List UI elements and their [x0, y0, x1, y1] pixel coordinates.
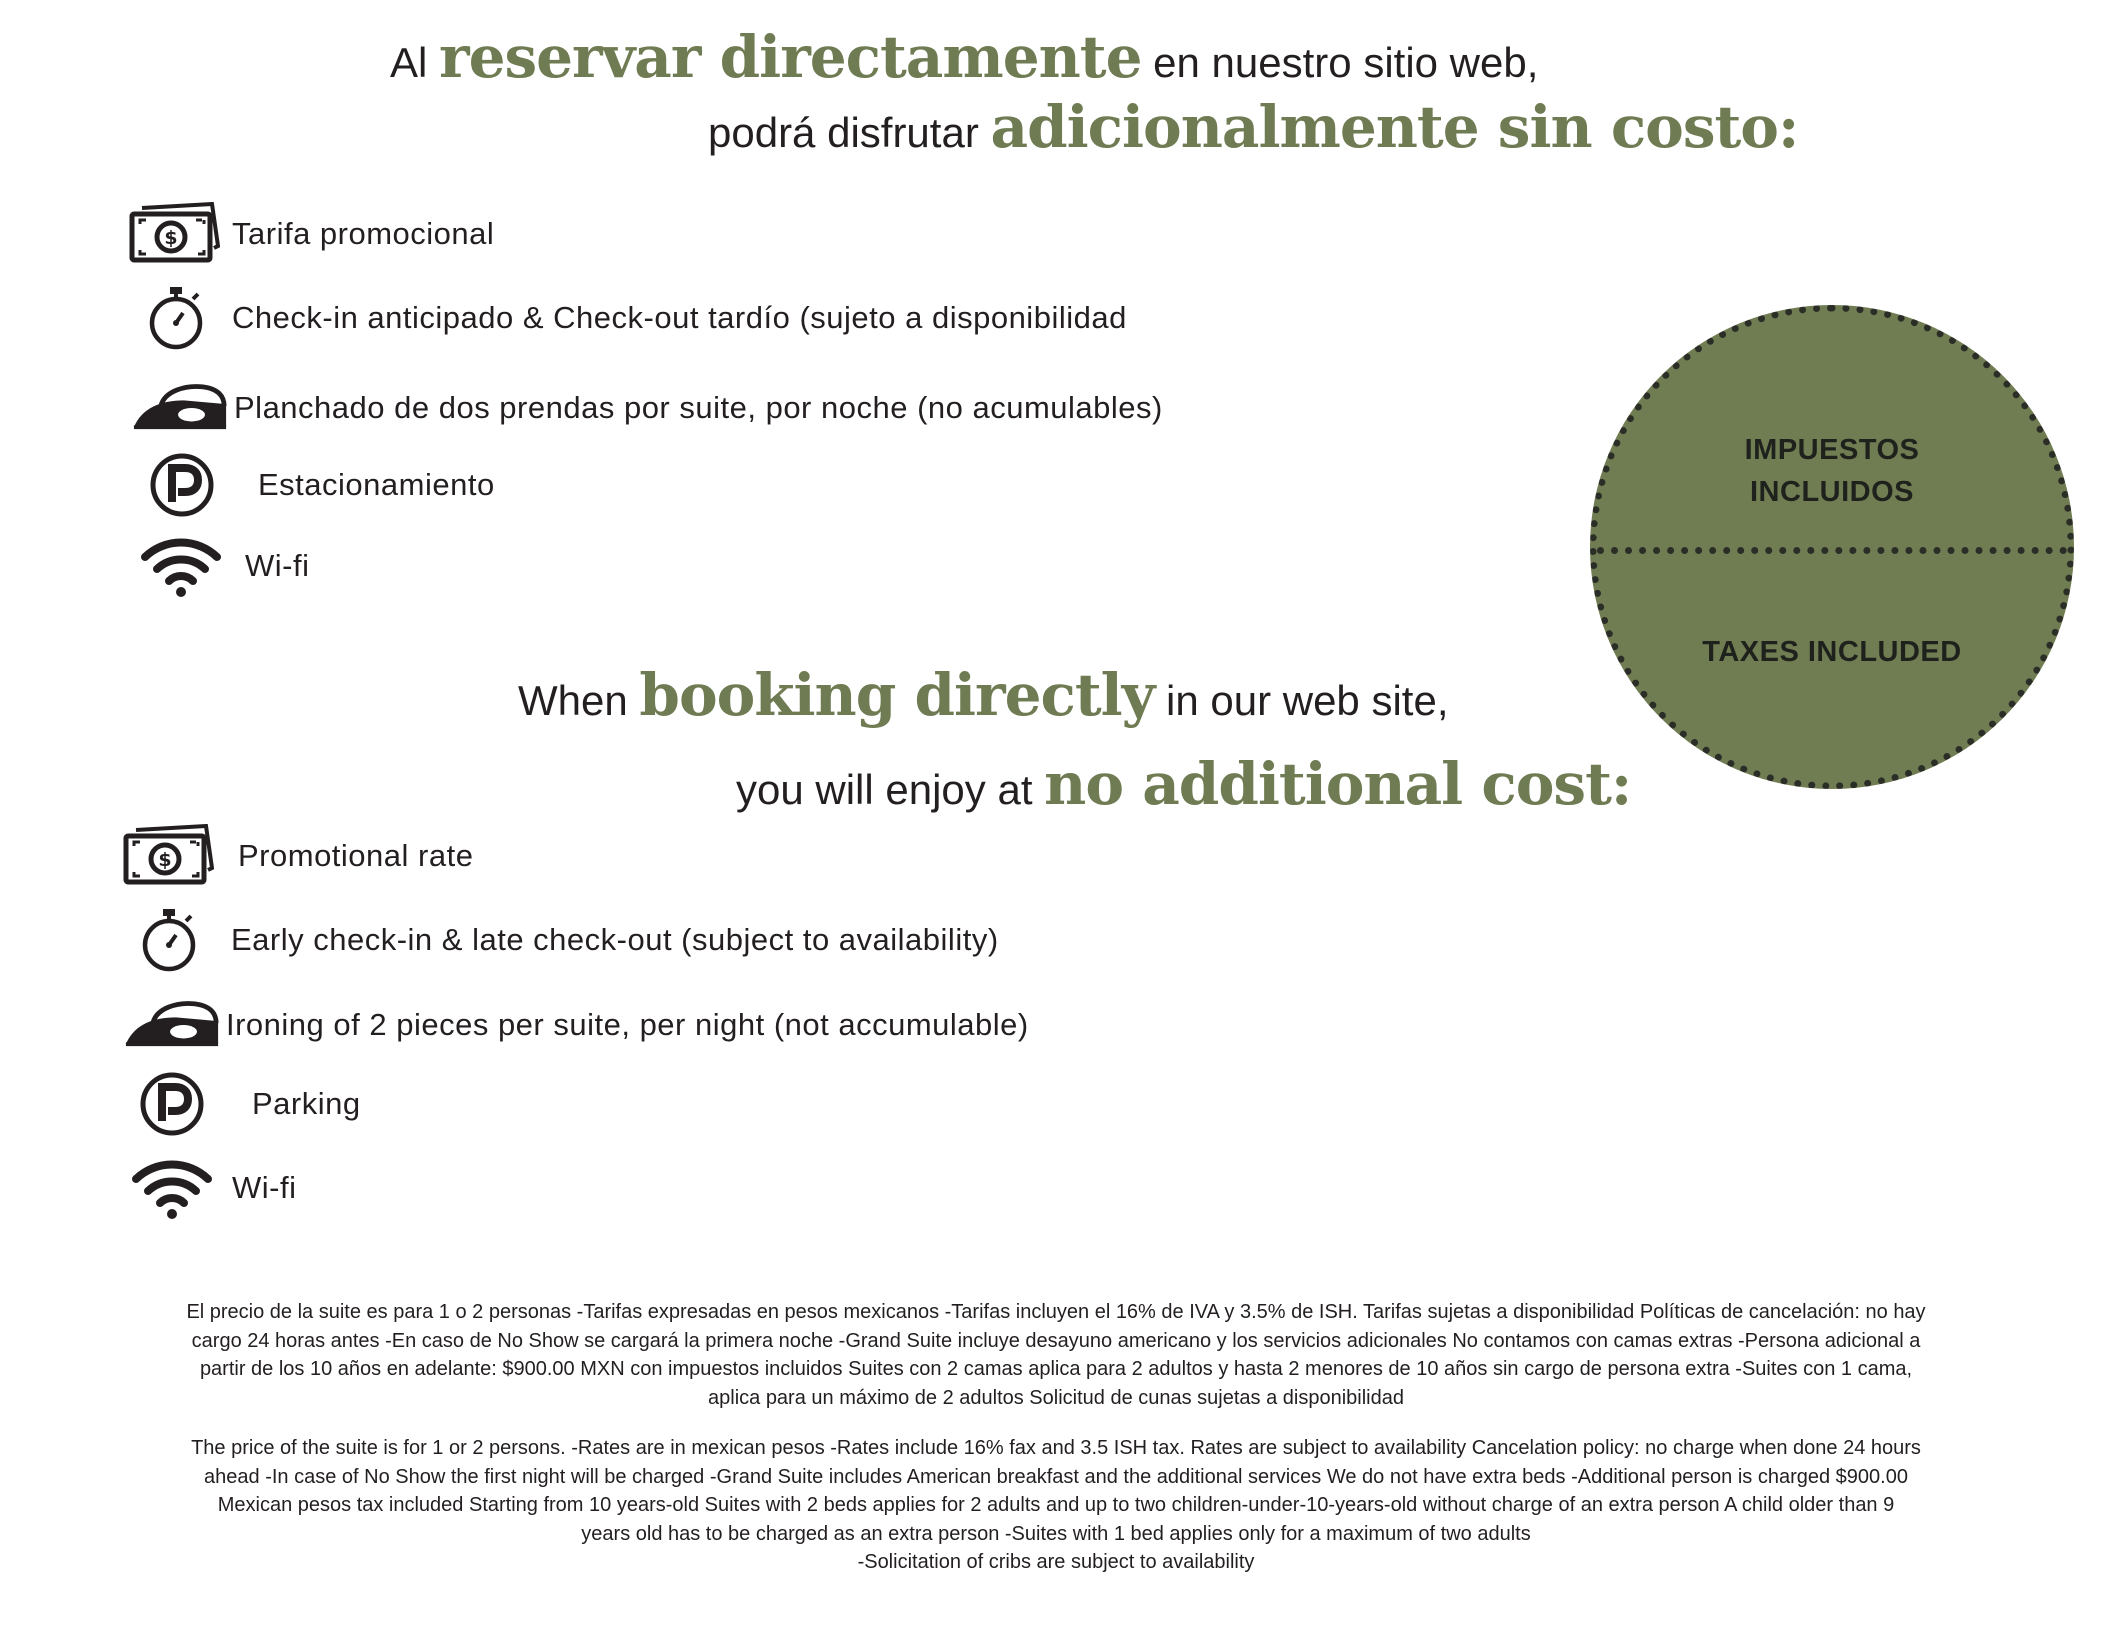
money-icon: [126, 194, 222, 274]
english-heading-line-2: [736, 750, 1632, 818]
heading-text: you will enjoy at: [736, 766, 1045, 813]
fine-print-line: -Solicitation of cribs are subject to availability: [857, 1551, 1255, 1573]
taxes-included-badge: [1590, 305, 2074, 789]
feature-label: Estacionamiento: [258, 467, 495, 502]
badge-divider: [1597, 547, 2067, 554]
feature-promo-rate: [120, 816, 473, 896]
fine-print-line: years old has to be charged as an extra person -Suites with 1 bed applies only for a maximum of two adults: [581, 1522, 1531, 1545]
feature-wifi: [133, 526, 309, 606]
feature-label: Parking: [252, 1086, 361, 1121]
badge-line: INCLUIDOS: [1750, 476, 1914, 508]
heading-text: in our web site,: [1154, 677, 1449, 724]
heading-highlight: adicionalmente sin costo:: [990, 93, 1799, 161]
feature-ironing: [132, 368, 1163, 448]
fine-print-line: ahead -In case of No Show the first night will be charged -Grand Suite includes American breakfast and the additional services We do not have extra beds -Additional person is charged $900.00: [204, 1465, 1908, 1488]
fine-print-line: partir de los 10 años en adelante: $900.00 MXN con impuestos incluidos Suites con 2 camas aplica para 2 adultos y hasta 2 menores de 10 años sin cargo de persona extra -Suites con 1 cama,: [199, 1358, 1913, 1380]
iron-icon: [124, 985, 220, 1065]
heading-text: When: [518, 677, 640, 724]
heading-highlight: no additional cost:: [1044, 750, 1632, 818]
heading-highlight: reservar directamente: [439, 23, 1142, 91]
fine-print-english: [25, 1434, 2087, 1577]
feature-early-checkin: [121, 900, 999, 980]
feature-label: Wi-fi: [232, 1170, 297, 1205]
stopwatch-icon: [121, 900, 217, 980]
fine-print-line: aplica para un máximo de 2 adultos Solicitud de cunas sujetas a disponibilidad: [708, 1386, 1404, 1409]
heading-text: en nuestro sitio web,: [1141, 39, 1539, 86]
spanish-heading-line-1: [390, 23, 1539, 91]
heading-text: podrá disfrutar: [708, 109, 991, 156]
feature-label: Promotional rate: [238, 838, 474, 873]
feature-label: Planchado de dos prendas por suite, por noche (no acumulables): [234, 390, 1163, 425]
svg-text:$: $: [158, 849, 172, 871]
feature-ironing: [124, 985, 1029, 1065]
english-heading-line-1: [518, 661, 1449, 729]
feature-promo-rate: [126, 194, 494, 274]
fine-print-line: El precio de la suite es para 1 o 2 personas -Tarifas expresadas en pesos mexicanos -Tarifas incluyen el 16% de IVA y 3.5% de ISH. Tarifas sujetas a disponibilidad Políticas de cancelación: no hay: [186, 1301, 1926, 1323]
feature-early-checkin: [128, 278, 1127, 358]
feature-label: Ironing of 2 pieces per suite, per night (not accumulable): [226, 1007, 1029, 1042]
feature-label: Tarifa promocional: [232, 216, 495, 251]
badge-line: IMPUESTOS: [1744, 434, 1920, 466]
heading-highlight: booking directly: [639, 661, 1155, 729]
feature-parking: [134, 445, 495, 525]
money-icon: [120, 816, 216, 896]
badge-label-en: TAXES INCLUDED: [1702, 636, 1962, 668]
feature-label: Early check-in & late check-out (subject to availability): [231, 922, 999, 957]
wifi-icon: [133, 526, 229, 606]
parking-icon: [124, 1064, 220, 1144]
spanish-heading-line-2: [708, 93, 1799, 161]
stopwatch-icon: [128, 278, 224, 358]
fine-print-line: The price of the suite is for 1 or 2 persons. -Rates are in mexican pesos -Rates include 16% fax and 3.5 ISH tax. Rates are subject to availability Cancelation policy: no charge when done 24 hours: [191, 1437, 1921, 1459]
heading-text: Al: [390, 39, 440, 86]
feature-label: Wi-fi: [245, 548, 310, 583]
fine-print-spanish: [25, 1298, 2087, 1412]
fine-print-line: cargo 24 horas antes -En caso de No Show se cargará la primera noche -Grand Suite incluye desayuno americano y los servicios adicionales No contamos con camas extras -Persona adicional a: [191, 1329, 1921, 1352]
wifi-icon: [124, 1148, 220, 1228]
svg-text:$: $: [164, 227, 178, 249]
feature-wifi: [124, 1148, 296, 1228]
badge-label-es: [1597, 429, 2067, 513]
feature-parking: [124, 1064, 361, 1144]
fine-print-line: Mexican pesos tax included Starting from 10 years-old Suites with 2 beds applies for 2 adults and up to two children-under-10-years-old without charge of an extra person A child older than 9: [217, 1494, 1895, 1516]
iron-icon: [132, 368, 228, 448]
feature-label: Check-in anticipado & Check-out tardío (sujeto a disponibilidad: [232, 300, 1127, 335]
parking-icon: [134, 445, 230, 525]
